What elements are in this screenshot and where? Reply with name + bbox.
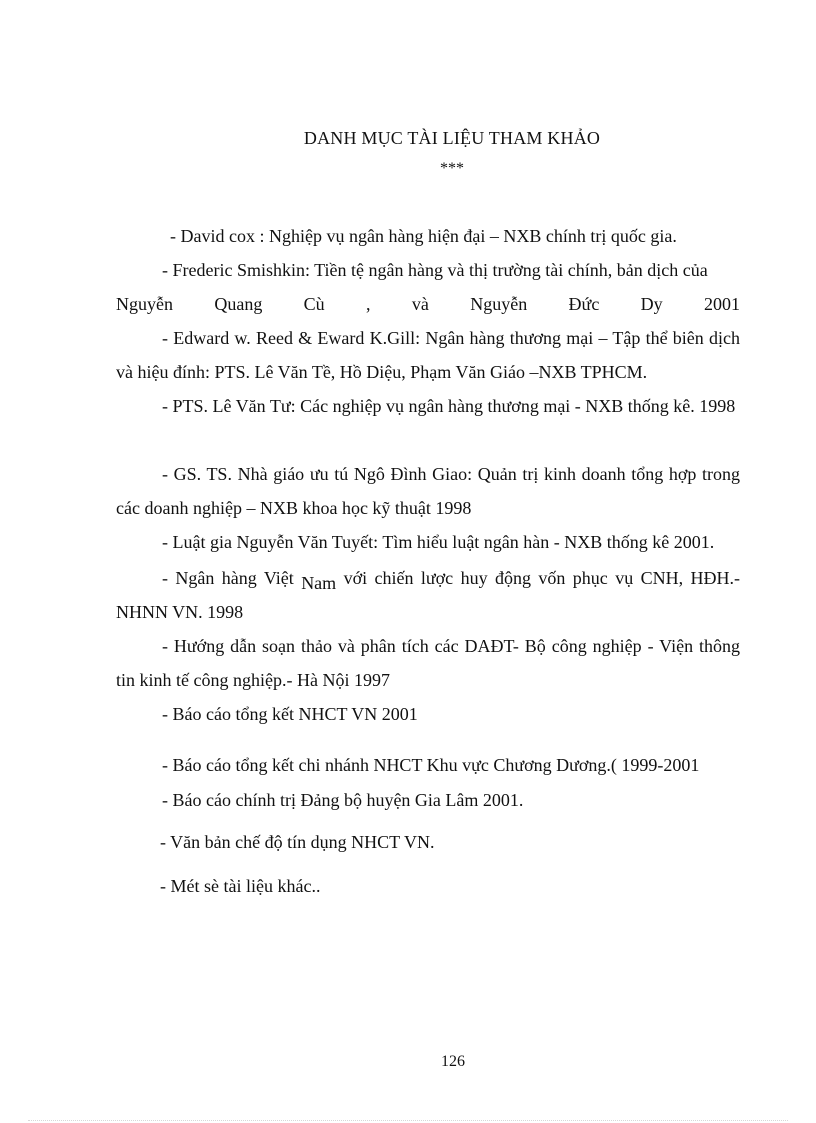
reference-item: - PTS. Lê Văn Tư: Các nghiệp vụ ngân hàng thương mại - NXB thống kê. 1998	[162, 396, 736, 416]
page-bottom-rule	[28, 1120, 788, 1121]
reference-item	[116, 561, 740, 629]
reference-item: - Mét sè tài liệu khác..	[160, 876, 321, 896]
reference-text: Nam	[301, 573, 337, 593]
reference-line: - Frederic Smishkin: Tiền tệ ngân hàng và thị trường tài chính, bản dịch của	[162, 260, 708, 280]
reference-text: - Ngân hàng Việt	[162, 568, 294, 588]
title-separator: ***	[440, 160, 464, 177]
reference-line: Nguyễn Quang Cù , và Nguyễn Đức Dy 2001	[116, 294, 740, 314]
reference-item: - David cox : Nghiệp vụ ngân hàng hiện đại – NXB chính trị quốc gia.	[170, 226, 677, 246]
reference-text: với chiến lược huy động vốn phục vụ CNH, HĐH.- NHNN VN. 1998	[116, 568, 740, 622]
reference-item: - GS. TS. Nhà giáo ưu tú Ngô Đình Giao: Quản trị kinh doanh tổng hợp trong các doanh nghiệp – NXB khoa học kỹ thuật 1998	[116, 464, 740, 518]
reference-item	[116, 253, 740, 321]
reference-item: - Luật gia Nguyễn Văn Tuyết: Tìm hiểu luật ngân hàn - NXB thống kê 2001.	[162, 532, 715, 552]
reference-item: - Báo cáo tổng kết NHCT VN 2001	[162, 704, 418, 724]
page-title: DANH MỤC TÀI LIỆU THAM KHẢO	[303, 128, 601, 148]
reference-item: - Edward w. Reed & Eward K.Gill: Ngân hàng thương mại – Tập thể biên dịch và hiệu đính: PTS. Lê Văn Tề, Hồ Diệu, Phạm Văn Giáo –NXB TPHCM.	[116, 328, 740, 382]
reference-item: - Văn bản chế độ tín dụng NHCT VN.	[160, 832, 435, 852]
reference-item: - Báo cáo chính trị Đảng bộ huyện Gia Lâm 2001.	[162, 790, 524, 810]
page-number: 126	[441, 1053, 465, 1070]
reference-item: - Báo cáo tổng kết chi nhánh NHCT Khu vực Chương Dương.( 1999-2001	[162, 755, 700, 775]
reference-item: - Hướng dẫn soạn thảo và phân tích các DAĐT- Bộ công nghiệp - Viện thông tin kinh tế công nghiệp.- Hà Nội 1997	[116, 636, 740, 690]
